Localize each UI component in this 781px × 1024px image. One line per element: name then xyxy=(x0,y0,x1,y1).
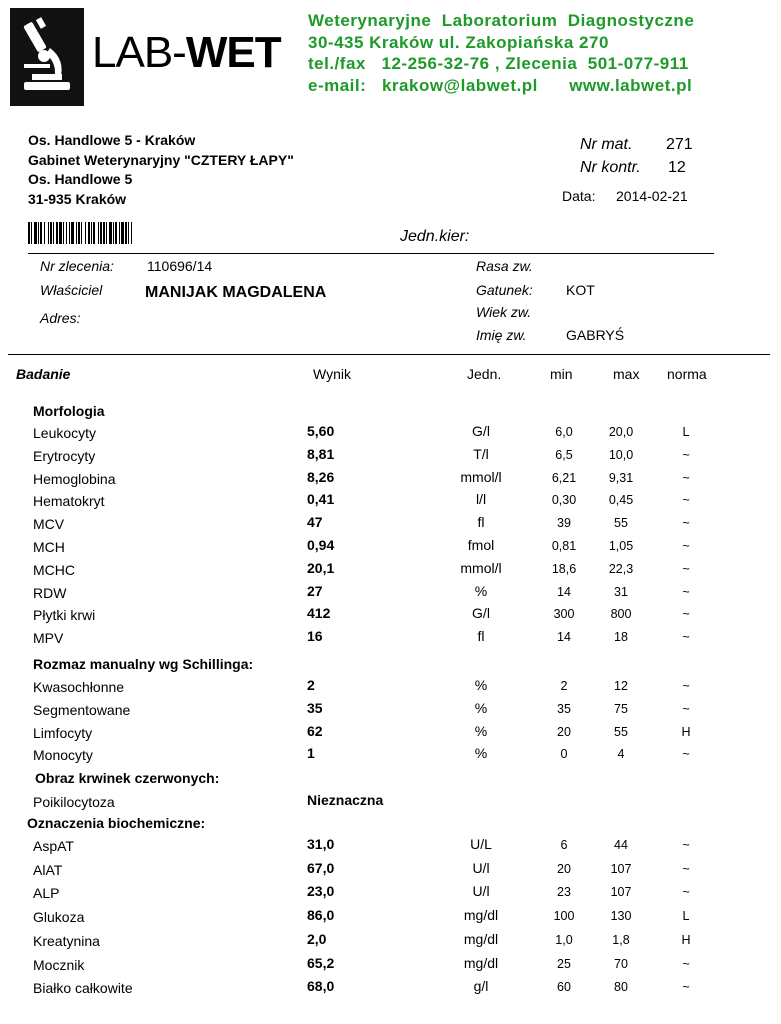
test-name: Hemoglobina xyxy=(33,470,116,487)
ref-max: 22,3 xyxy=(608,561,634,576)
test-name: MPV xyxy=(33,630,64,647)
test-unit: fl xyxy=(477,628,485,645)
test-result: 1 xyxy=(307,745,315,762)
norm-flag: ~ xyxy=(682,679,690,693)
owner-value: MANIJAK MAGDALENA xyxy=(145,284,327,301)
test-result: 0,94 xyxy=(307,537,335,553)
test-result: 62 xyxy=(307,722,323,739)
test-name: MCH xyxy=(33,539,65,555)
test-result: 68,0 xyxy=(307,978,335,995)
owner-label: Właściciel xyxy=(40,282,103,298)
ref-min: 6 xyxy=(560,838,568,852)
test-name: MCV xyxy=(33,516,65,533)
table-row xyxy=(0,489,781,511)
test-unit: mg/dl xyxy=(463,930,499,947)
test-unit: g/l xyxy=(473,978,489,995)
test-unit: fmol xyxy=(467,537,495,553)
test-unit: % xyxy=(474,745,488,762)
nr-mat-label: Nr mat. xyxy=(580,136,633,153)
test-result: 5,60 xyxy=(307,423,335,439)
test-name: Erytrocyty xyxy=(33,447,96,464)
ref-max: 800 xyxy=(610,607,632,622)
ref-max: 31 xyxy=(614,584,628,599)
ref-max: 1,05 xyxy=(608,539,634,553)
test-result: 35 xyxy=(307,699,323,716)
test-unit: mmol/l xyxy=(460,468,502,485)
ref-max: 0,45 xyxy=(608,493,634,508)
test-name: RDW xyxy=(33,584,67,601)
test-name: ALP xyxy=(33,885,60,902)
imie-value: GABRYŚ xyxy=(566,327,625,343)
ref-min: 20 xyxy=(557,861,571,876)
test-unit: mg/dl xyxy=(463,907,499,924)
test-name: Segmentowane xyxy=(33,701,131,718)
table-row xyxy=(0,929,781,951)
test-result: 2 xyxy=(307,677,315,693)
section-title: Rozmaz manualny wg Schillinga: xyxy=(33,656,254,672)
ref-max: 75 xyxy=(614,701,628,716)
ref-max: 44 xyxy=(614,838,628,852)
ref-min: 25 xyxy=(557,956,571,971)
table-row xyxy=(0,976,781,998)
divider xyxy=(28,253,714,254)
ref-min: 6,21 xyxy=(551,470,577,485)
table-row xyxy=(0,467,781,489)
section-title: Oznaczenia biochemiczne: xyxy=(27,815,206,831)
col-header-norma: norma xyxy=(667,366,707,382)
ref-max: 4 xyxy=(617,747,625,762)
test-unit: U/l xyxy=(472,883,490,900)
lab-name: Weterynaryjne Laboratorium Diagnostyczne xyxy=(308,11,695,30)
test-unit: mmol/l xyxy=(460,559,502,576)
table-row xyxy=(0,698,781,720)
norm-flag: L xyxy=(682,909,690,924)
test-unit: % xyxy=(474,722,488,739)
ref-max: 107 xyxy=(610,885,632,900)
table-row xyxy=(0,675,781,697)
norm-flag: H xyxy=(681,932,691,947)
norm-flag: ~ xyxy=(682,630,690,645)
norm-flag: ~ xyxy=(682,838,690,852)
norm-flag: ~ xyxy=(682,561,690,576)
norm-flag: ~ xyxy=(682,956,690,971)
logo-microscope-icon xyxy=(10,8,84,106)
nr-zlecenia-label: Nr zlecenia: xyxy=(40,258,114,274)
jedn-kier-label: Jedn.kier: xyxy=(400,228,470,245)
test-name: Poikilocytoza xyxy=(33,794,115,810)
table-row xyxy=(0,881,781,903)
test-unit: U/L xyxy=(470,836,492,852)
test-result: 2,0 xyxy=(307,930,327,947)
ref-min: 6,5 xyxy=(555,447,573,462)
ref-min: 39 xyxy=(557,516,571,531)
table-row xyxy=(0,626,781,648)
test-result: 86,0 xyxy=(307,907,335,924)
table-row xyxy=(0,790,781,812)
norm-flag: ~ xyxy=(682,447,690,462)
gatunek-value: KOT xyxy=(566,282,595,298)
test-result: 0,41 xyxy=(307,491,335,508)
test-unit: % xyxy=(474,699,488,716)
ref-max: 10,0 xyxy=(608,447,634,462)
table-row xyxy=(0,581,781,603)
lab-contact-block xyxy=(308,10,694,96)
table-row xyxy=(0,721,781,743)
section-title: Obraz krwinek czerwonych: xyxy=(35,770,220,786)
table-row xyxy=(0,858,781,880)
ref-max: 9,31 xyxy=(608,470,634,485)
test-result: Nieznaczna xyxy=(307,792,384,808)
ref-max: 70 xyxy=(614,956,628,971)
ref-min: 0,30 xyxy=(551,493,577,508)
norm-flag: L xyxy=(682,425,690,439)
lab-email-web: e-mail: krakow@labwet.pl www.labwet.pl xyxy=(308,75,693,95)
gatunek-label: Gatunek: xyxy=(476,282,533,298)
test-name: Białko całkowite xyxy=(33,980,133,997)
norm-flag: ~ xyxy=(682,493,690,508)
ref-max: 1,8 xyxy=(612,932,630,947)
ref-max: 107 xyxy=(610,861,632,876)
lab-address: 30-435 Kraków ul. Zakopiańska 270 xyxy=(308,32,609,52)
ref-min: 14 xyxy=(557,584,571,599)
test-result: 8,26 xyxy=(307,468,335,485)
table-row xyxy=(0,953,781,975)
ref-min: 2 xyxy=(560,679,568,693)
test-unit: U/l xyxy=(472,859,490,876)
test-name: Kreatynina xyxy=(33,932,100,949)
lab-phone: tel./fax 12-256-32-76 , Zlecenia 501-077-911 xyxy=(308,54,689,73)
norm-flag: ~ xyxy=(682,980,690,995)
table-row xyxy=(0,603,781,625)
test-unit: fl xyxy=(477,514,485,531)
ref-min: 6,0 xyxy=(555,425,573,439)
logo-wordmark: LAB-WET xyxy=(92,28,281,77)
ref-min: 0 xyxy=(560,747,568,762)
table-row xyxy=(0,905,781,927)
table-row xyxy=(0,834,781,856)
ref-min: 23 xyxy=(557,885,571,900)
norm-flag: ~ xyxy=(682,747,690,762)
nr-kontr-label: Nr kontr. xyxy=(580,159,641,176)
ref-max: 18 xyxy=(614,630,628,645)
test-result: 8,81 xyxy=(307,445,335,462)
ref-max: 12 xyxy=(614,679,628,693)
test-unit: G/l xyxy=(472,423,490,439)
col-header-jedn: Jedn. xyxy=(467,366,502,382)
table-row xyxy=(0,444,781,466)
ref-min: 100 xyxy=(553,909,575,924)
test-unit: l/l xyxy=(475,491,487,508)
ref-max: 55 xyxy=(614,724,628,739)
norm-flag: ~ xyxy=(682,539,690,553)
norm-flag: ~ xyxy=(682,584,690,599)
nr-zlecenia-value: 110696/14 xyxy=(147,258,213,274)
ref-max: 80 xyxy=(614,980,628,995)
ref-min: 35 xyxy=(557,701,571,716)
date-label: Data: xyxy=(562,188,596,204)
rasa-label: Rasa zw. xyxy=(476,258,533,274)
test-unit: % xyxy=(474,582,488,599)
col-header-max: max xyxy=(613,366,640,382)
norm-flag: ~ xyxy=(682,470,690,485)
imie-label: Imię zw. xyxy=(476,327,527,343)
clinic-address: Os. Handlowe 5 - Kraków Gabinet Weterynaryjny "CZTERY ŁAPY" Os. Handlowe 5 31-935 Kraków xyxy=(28,132,294,207)
table-row xyxy=(0,558,781,580)
nr-mat-value: 271 xyxy=(666,136,693,153)
norm-flag: ~ xyxy=(682,861,690,876)
test-result: 65,2 xyxy=(307,954,335,971)
barcode xyxy=(28,222,233,244)
ref-min: 18,6 xyxy=(551,561,577,576)
test-unit: T/l xyxy=(473,445,489,462)
norm-flag: ~ xyxy=(682,701,690,716)
test-name: Mocznik xyxy=(33,956,85,973)
section-title: Morfologia xyxy=(33,403,105,419)
table-row xyxy=(0,743,781,765)
norm-flag: ~ xyxy=(682,885,690,900)
table-row xyxy=(0,421,781,443)
ref-min: 300 xyxy=(553,607,575,622)
address-label: Adres: xyxy=(40,310,81,326)
ref-max: 20,0 xyxy=(608,425,634,439)
test-name: AlAT xyxy=(33,861,63,878)
test-name: Płytki krwi xyxy=(33,607,96,624)
date-value: 2014-02-21 xyxy=(616,188,688,204)
test-result: 47 xyxy=(307,514,323,531)
test-result: 67,0 xyxy=(307,859,335,876)
col-header-min: min xyxy=(550,366,573,382)
divider xyxy=(8,354,770,355)
test-name: Hematokryt xyxy=(33,493,105,510)
test-unit: G/l xyxy=(472,605,490,622)
test-result: 20,1 xyxy=(307,559,335,576)
ref-max: 55 xyxy=(614,516,628,531)
wiek-label: Wiek zw. xyxy=(476,304,532,320)
test-result: 412 xyxy=(307,605,331,622)
test-result: 31,0 xyxy=(307,836,335,852)
test-name: Kwasochłonne xyxy=(33,679,125,695)
test-result: 16 xyxy=(307,628,323,645)
test-name: Monocyty xyxy=(33,747,93,764)
ref-min: 14 xyxy=(557,630,571,645)
norm-flag: H xyxy=(681,724,691,739)
test-unit: mg/dl xyxy=(463,954,499,971)
test-name: AspAT xyxy=(33,838,74,854)
ref-min: 1,0 xyxy=(555,932,573,947)
test-unit: % xyxy=(474,677,488,693)
ref-min: 0,81 xyxy=(551,539,577,553)
nr-kontr-value: 12 xyxy=(668,159,686,176)
test-result: 23,0 xyxy=(307,883,335,900)
col-header-badanie: Badanie xyxy=(16,366,71,382)
norm-flag: ~ xyxy=(682,516,690,531)
ref-min: 60 xyxy=(557,980,571,995)
table-row xyxy=(0,512,781,534)
test-name: Limfocyty xyxy=(33,724,93,741)
norm-flag: ~ xyxy=(682,607,690,622)
col-header-wynik: Wynik xyxy=(313,366,351,382)
test-name: Leukocyty xyxy=(33,425,97,441)
test-name: MCHC xyxy=(33,561,75,578)
ref-min: 20 xyxy=(557,724,571,739)
ref-max: 130 xyxy=(610,909,632,924)
test-name: Glukoza xyxy=(33,909,85,926)
test-result: 27 xyxy=(307,582,323,599)
table-row xyxy=(0,535,781,557)
